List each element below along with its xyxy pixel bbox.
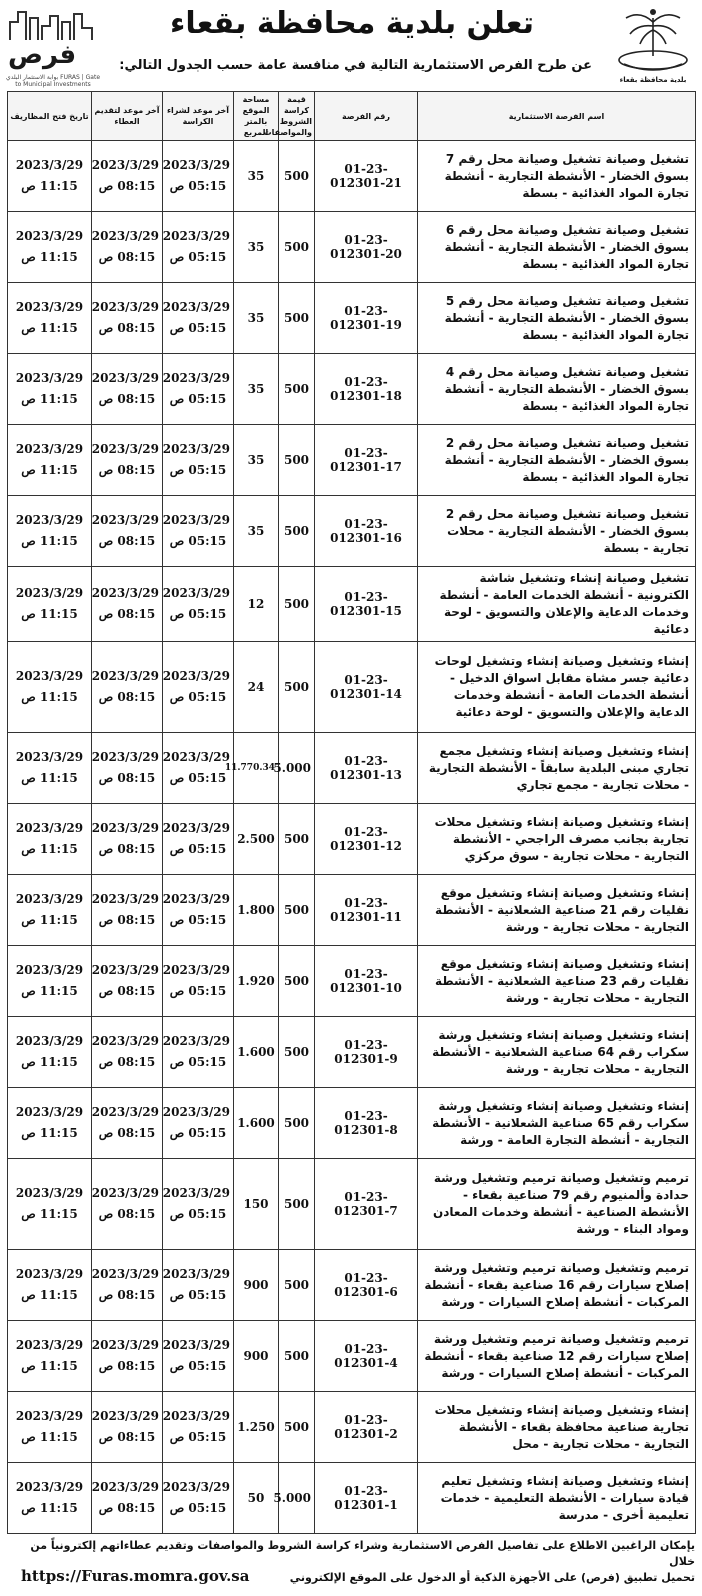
buy-deadline-date: 2023/3/29 (162, 442, 230, 456)
buy-deadline (163, 875, 234, 946)
opening-date (8, 1159, 92, 1250)
header-buy-deadline: آخر موعد لشراء الكراسة (163, 92, 234, 141)
buy-deadline-time: 05:15 ص (169, 534, 227, 548)
buy-deadline (163, 1250, 234, 1321)
submit-deadline (92, 1017, 163, 1088)
submit-deadline-date: 2023/3/29 (91, 750, 159, 764)
buy-deadline-date: 2023/3/29 (162, 892, 230, 906)
opening-date-time: 11:15 ص (21, 690, 78, 704)
submit-deadline (92, 567, 163, 642)
buy-deadline (163, 496, 234, 567)
brochure-value: 500 (279, 1321, 315, 1392)
opening-date-time: 11:15 ص (21, 321, 78, 335)
buy-deadline (163, 1463, 234, 1534)
opening-date (8, 354, 92, 425)
buy-deadline-date: 2023/3/29 (162, 229, 230, 243)
buy-deadline-time: 05:15 ص (169, 1288, 227, 1302)
submit-deadline-time: 08:15 ص (98, 690, 156, 704)
opening-date (8, 1017, 92, 1088)
buy-deadline (163, 141, 234, 212)
submit-deadline (92, 1321, 163, 1392)
submit-deadline-time: 08:15 ص (98, 1359, 156, 1373)
opening-date-time: 11:15 ص (21, 250, 78, 264)
site-area: 1.600 (234, 1088, 279, 1159)
opportunity-name: ترميم وتشغيل وصيانة ترميم وتشغيل ورشة إصلاح سيارات رقم 12 صناعية بقعاء - أنشطة المركبات - أنشطة إصلاح السيارات - ورشة (418, 1321, 696, 1392)
site-area: 1.920 (234, 946, 279, 1017)
site-area: 900 (234, 1321, 279, 1392)
table-row (8, 1088, 696, 1159)
buy-deadline-date: 2023/3/29 (162, 513, 230, 527)
furas-logo-text: فرص (8, 40, 77, 70)
table-row (8, 1017, 696, 1088)
site-area: 35 (234, 283, 279, 354)
opening-date-date: 2023/3/29 (15, 300, 84, 314)
opening-date-date: 2023/3/29 (15, 371, 84, 385)
opening-date-date: 2023/3/29 (15, 1338, 84, 1352)
opening-date-time: 11:15 ص (21, 1430, 78, 1444)
site-area: 12 (234, 567, 279, 642)
submit-deadline (92, 141, 163, 212)
buy-deadline-time: 05:15 ص (169, 1501, 227, 1515)
table-row (8, 733, 696, 804)
submit-deadline-date: 2023/3/29 (91, 229, 159, 243)
buy-deadline-date: 2023/3/29 (162, 750, 230, 764)
opening-date-date: 2023/3/29 (15, 669, 84, 683)
brochure-value: 500 (279, 141, 315, 212)
buy-deadline-date: 2023/3/29 (162, 371, 230, 385)
table-row (8, 1392, 696, 1463)
opening-date-date: 2023/3/29 (15, 229, 84, 243)
buy-deadline (163, 1392, 234, 1463)
opening-date (8, 212, 92, 283)
submit-deadline (92, 1463, 163, 1534)
brochure-value: 500 (279, 354, 315, 425)
opening-date-date: 2023/3/29 (15, 1267, 84, 1281)
brochure-value: 500 (279, 1017, 315, 1088)
opening-date-date: 2023/3/29 (15, 1409, 84, 1423)
opportunity-number: 01-23-012301-13 (315, 733, 418, 804)
opportunity-name: تشغيل وصيانة تشغيل وصيانة محل رقم 6 بسوق الخضار - الأنشطة التجارية - أنشطة تجارة المواد الغذائية - بسطة (418, 212, 696, 283)
submit-deadline (92, 425, 163, 496)
opening-date (8, 496, 92, 567)
opening-date (8, 425, 92, 496)
header (0, 0, 702, 88)
opening-date-time: 11:15 ص (21, 1126, 78, 1140)
buy-deadline (163, 283, 234, 354)
buy-deadline (163, 1321, 234, 1392)
opportunity-name: تشغيل وصيانة تشغيل وصيانة محل رقم 2 بسوق الخضار - الأنشطة التجارية - محلات تجارية - بسطة (418, 496, 696, 567)
table-row (8, 567, 696, 642)
buy-deadline-time: 05:15 ص (169, 179, 227, 193)
submit-deadline-date: 2023/3/29 (91, 1409, 159, 1423)
submit-deadline-date: 2023/3/29 (91, 1338, 159, 1352)
submit-deadline-date: 2023/3/29 (91, 513, 159, 527)
opening-date (8, 1463, 92, 1534)
opening-date-date: 2023/3/29 (15, 513, 84, 527)
municipality-logo-caption: بلدية محافظة بقعاء (619, 76, 687, 84)
opening-date-date: 2023/3/29 (15, 1480, 84, 1494)
opening-date-time: 11:15 ص (21, 179, 78, 193)
furas-logo (4, 4, 101, 88)
brochure-value: 500 (279, 1392, 315, 1463)
submit-deadline-date: 2023/3/29 (91, 669, 159, 683)
buy-deadline-time: 05:15 ص (169, 1055, 227, 1069)
opening-date-time: 11:15 ص (21, 607, 78, 621)
opening-date (8, 642, 92, 733)
opportunity-number: 01-23-012301-21 (315, 141, 418, 212)
table-row (8, 875, 696, 946)
buy-deadline-time: 05:15 ص (169, 913, 227, 927)
buy-deadline-time: 05:15 ص (169, 392, 227, 406)
site-area: 150 (234, 1159, 279, 1250)
buy-deadline (163, 354, 234, 425)
opportunity-name: تشغيل وصيانة تشغيل وصيانة محل رقم 7 بسوق الخضار - الأنشطة التجارية - أنشطة تجارة المواد الغذائية - بسطة (418, 141, 696, 212)
buy-deadline (163, 642, 234, 733)
opening-date-time: 11:15 ص (21, 913, 78, 927)
opportunity-number: 01-23-012301-18 (315, 354, 418, 425)
brochure-value: 500 (279, 1250, 315, 1321)
buy-deadline-date: 2023/3/29 (162, 1186, 230, 1200)
submit-deadline-time: 08:15 ص (98, 984, 156, 998)
opportunity-number: 01-23-012301-11 (315, 875, 418, 946)
opening-date-time: 11:15 ص (21, 463, 78, 477)
opportunity-number: 01-23-012301-6 (315, 1250, 418, 1321)
opening-date-date: 2023/3/29 (15, 892, 84, 906)
opportunity-name: تشغيل وصيانة تشغيل وصيانة محل رقم 2 بسوق الخضار - الأنشطة التجارية - أنشطة تجارة المواد الغذائية - بسطة (418, 425, 696, 496)
submit-deadline-date: 2023/3/29 (91, 1105, 159, 1119)
opening-date (8, 1088, 92, 1159)
header-area: مساحة الموقع بالمتر المربع (234, 92, 279, 141)
buy-deadline (163, 212, 234, 283)
opportunity-number: 01-23-012301-7 (315, 1159, 418, 1250)
opportunity-name: ترميم وتشغيل وصيانة ترميم وتشغيل ورشة إصلاح سيارات رقم 16 صناعية بقعاء - أنشطة المركبات - أنشطة إصلاح السيارات - ورشة (418, 1250, 696, 1321)
header-name: اسم الفرصة الاستثمارية (418, 92, 696, 141)
site-area: 900 (234, 1250, 279, 1321)
opening-date-time: 11:15 ص (21, 1207, 78, 1221)
opportunity-name: إنشاء وتشغيل وصيانة إنشاء وتشغيل مجمع تجاري مبنى البلدية سابقاً - الأنشطة التجارية - محلات تجارية - مجمع تجاري (418, 733, 696, 804)
header-number: رقم الفرصة (315, 92, 418, 141)
page-title: تعلن بلدية محافظة بقعاء (170, 6, 534, 41)
table-row (8, 141, 696, 212)
submit-deadline (92, 733, 163, 804)
submit-deadline-date: 2023/3/29 (91, 963, 159, 977)
submit-deadline (92, 1159, 163, 1250)
brochure-value: 5.000 (279, 733, 315, 804)
site-area: 1.800 (234, 875, 279, 946)
brochure-value: 500 (279, 283, 315, 354)
brochure-value: 500 (279, 567, 315, 642)
buy-deadline-date: 2023/3/29 (162, 821, 230, 835)
submit-deadline-time: 08:15 ص (98, 250, 156, 264)
header-opening-date: تاريخ فتح المظاريف (8, 92, 92, 141)
buy-deadline-date: 2023/3/29 (162, 1409, 230, 1423)
furas-url-link[interactable]: https://Furas.momra.gov.sa (21, 1567, 250, 1585)
submit-deadline-date: 2023/3/29 (91, 158, 159, 172)
table-row (8, 425, 696, 496)
submit-deadline (92, 1250, 163, 1321)
opportunity-number: 01-23-012301-8 (315, 1088, 418, 1159)
site-area: 1.250 (234, 1392, 279, 1463)
site-area: 1.600 (234, 1017, 279, 1088)
buy-deadline-time: 05:15 ص (169, 250, 227, 264)
buy-deadline (163, 425, 234, 496)
site-area: 35 (234, 141, 279, 212)
opportunity-name: إنشاء وتشغيل وصيانة إنشاء وتشغيل موقع نقليات رقم 21 صناعية الشعلانية - الأنشطة التجارية - محلات تجارية - ورشة (418, 875, 696, 946)
opening-date (8, 283, 92, 354)
opportunity-name: إنشاء وتشغيل وصيانة إنشاء وتشغيل لوحات دعائية جسر مشاة مقابل اسواق الدخيل - أنشطة الخدمات العامة - أنشطة وخدمات الدعاية والإعلان والتسويق - لوحة دعائية (418, 642, 696, 733)
buy-deadline-time: 05:15 ص (169, 1126, 227, 1140)
submit-deadline-date: 2023/3/29 (91, 1186, 159, 1200)
submit-deadline-time: 08:15 ص (98, 1430, 156, 1444)
table-header-row (8, 92, 696, 141)
submit-deadline (92, 875, 163, 946)
brochure-value: 500 (279, 496, 315, 567)
opportunity-name: ترميم وتشغيل وصيانة ترميم وتشغيل ورشة حدادة وألمنيوم رقم 79 صناعية بقعاء - الأنشطة الصناعية - أنشطة وخدمات المعادن ومواد البناء - ورشة (418, 1159, 696, 1250)
submit-deadline (92, 283, 163, 354)
footer-line-1: يإمكان الراغبين الاطلاع على تفاصيل الفرص الاستثمارية وشراء كراسة الشروط والمواصفات وتقديم عطاءاتهم إلكترونياً من خلال (30, 1539, 695, 1568)
brochure-value: 500 (279, 1159, 315, 1250)
submit-deadline-time: 08:15 ص (98, 321, 156, 335)
opening-date-date: 2023/3/29 (15, 963, 84, 977)
opportunity-number: 01-23-012301-16 (315, 496, 418, 567)
buy-deadline (163, 567, 234, 642)
buy-deadline-time: 05:15 ص (169, 463, 227, 477)
opportunity-number: 01-23-012301-19 (315, 283, 418, 354)
opening-date-time: 11:15 ص (21, 534, 78, 548)
table-row (8, 804, 696, 875)
buy-deadline-time: 05:15 ص (169, 842, 227, 856)
table-row (8, 354, 696, 425)
footer (7, 1538, 695, 1586)
submit-deadline-time: 08:15 ص (98, 1288, 156, 1302)
submit-deadline-time: 08:15 ص (98, 179, 156, 193)
buy-deadline-date: 2023/3/29 (162, 158, 230, 172)
opening-date-time: 11:15 ص (21, 1359, 78, 1373)
opportunity-number: 01-23-012301-10 (315, 946, 418, 1017)
opening-date-date: 2023/3/29 (15, 586, 84, 600)
site-area: 35 (234, 354, 279, 425)
opportunity-number: 01-23-012301-1 (315, 1463, 418, 1534)
table-row (8, 1250, 696, 1321)
brochure-value: 500 (279, 875, 315, 946)
opening-date-date: 2023/3/29 (15, 750, 84, 764)
submit-deadline-time: 08:15 ص (98, 1207, 156, 1221)
submit-deadline-date: 2023/3/29 (91, 821, 159, 835)
submit-deadline-date: 2023/3/29 (91, 442, 159, 456)
table-row (8, 1463, 696, 1534)
opportunity-number: 01-23-012301-15 (315, 567, 418, 642)
submit-deadline-time: 08:15 ص (98, 1126, 156, 1140)
buy-deadline-date: 2023/3/29 (162, 300, 230, 314)
site-area: 35 (234, 212, 279, 283)
furas-logo-subtext: بوابة الاستثمار البلدي FURAS | Gate to Municipal Investments (6, 74, 101, 88)
opening-date-date: 2023/3/29 (15, 442, 84, 456)
opening-date-date: 2023/3/29 (15, 821, 84, 835)
opening-date-time: 11:15 ص (21, 984, 78, 998)
table-row (8, 283, 696, 354)
submit-deadline-date: 2023/3/29 (91, 1267, 159, 1281)
opportunity-number: 01-23-012301-20 (315, 212, 418, 283)
buy-deadline-time: 05:15 ص (169, 321, 227, 335)
submit-deadline-time: 08:15 ص (98, 771, 156, 785)
opportunity-name: إنشاء وتشغيل وصيانة إنشاء وتشغيل ورشة سكراب رقم 65 صناعية الشعلانية - الأنشطة التجارية - أنشطة التجارة العامة - ورشة (418, 1088, 696, 1159)
table-row (8, 642, 696, 733)
buy-deadline-date: 2023/3/29 (162, 1480, 230, 1494)
opening-date-time: 11:15 ص (21, 771, 78, 785)
opening-date-time: 11:15 ص (21, 1501, 78, 1515)
buy-deadline-date: 2023/3/29 (162, 1338, 230, 1352)
opening-date (8, 1321, 92, 1392)
submit-deadline-time: 08:15 ص (98, 392, 156, 406)
opening-date (8, 733, 92, 804)
site-area: 11.770.34 (234, 733, 279, 804)
footer-line-2: تحميل تطبيق (فرص) على الأجهزة الذكية أو الدخول على الموقع الإلكتروني (289, 1571, 695, 1584)
buy-deadline-time: 05:15 ص (169, 1430, 227, 1444)
site-area: 24 (234, 642, 279, 733)
table-row (8, 496, 696, 567)
brochure-value: 500 (279, 946, 315, 1017)
opportunity-name: إنشاء وتشغيل وصيانة إنشاء وتشغيل موقع نقليات رقم 23 صناعية الشعلانية - الأنشطة التجارية - محلات تجارية - ورشة (418, 946, 696, 1017)
buy-deadline (163, 1159, 234, 1250)
buy-deadline (163, 804, 234, 875)
opening-date-date: 2023/3/29 (15, 1186, 84, 1200)
buy-deadline-date: 2023/3/29 (162, 963, 230, 977)
site-area: 35 (234, 425, 279, 496)
submit-deadline-time: 08:15 ص (98, 1055, 156, 1069)
opportunity-name: تشغيل وصيانة تشغيل وصيانة محل رقم 4 بسوق الخضار - الأنشطة التجارية - أنشطة تجارة المواد الغذائية - بسطة (418, 354, 696, 425)
submit-deadline-date: 2023/3/29 (91, 892, 159, 906)
buy-deadline-date: 2023/3/29 (162, 1267, 230, 1281)
opening-date-time: 11:15 ص (21, 1055, 78, 1069)
municipality-logo (610, 4, 696, 88)
submit-deadline-time: 08:15 ص (98, 1501, 156, 1515)
opportunity-number: 01-23-012301-14 (315, 642, 418, 733)
table-row (8, 212, 696, 283)
opportunity-number: 01-23-012301-9 (315, 1017, 418, 1088)
brochure-value: 500 (279, 804, 315, 875)
brochure-value: 5.000 (279, 1463, 315, 1534)
submit-deadline-date: 2023/3/29 (91, 1480, 159, 1494)
buy-deadline (163, 1088, 234, 1159)
opening-date (8, 141, 92, 212)
city-skyline-icon (4, 4, 100, 44)
page-subtitle: عن طرح الفرص الاستثمارية التالية في منافسة عامة حسب الجدول التالي: (119, 58, 592, 73)
opening-date (8, 804, 92, 875)
table-row (8, 1159, 696, 1250)
opening-date (8, 1392, 92, 1463)
buy-deadline-date: 2023/3/29 (162, 669, 230, 683)
submit-deadline-date: 2023/3/29 (91, 586, 159, 600)
table-row (8, 1321, 696, 1392)
opening-date-time: 11:15 ص (21, 392, 78, 406)
opportunity-name: إنشاء وتشغيل وصيانة إنشاء وتشغيل محلات تجارية بجانب مصرف الراجحي - الأنشطة التجارية - محلات تجارية - سوق مركزي (418, 804, 696, 875)
submit-deadline-date: 2023/3/29 (91, 1034, 159, 1048)
submit-deadline (92, 642, 163, 733)
opening-date-time: 11:15 ص (21, 842, 78, 856)
header-value: قيمة كراسة الشروط والمواصفات (279, 92, 315, 141)
opening-date (8, 1250, 92, 1321)
submit-deadline (92, 804, 163, 875)
buy-deadline (163, 946, 234, 1017)
submit-deadline-time: 08:15 ص (98, 842, 156, 856)
submit-deadline (92, 946, 163, 1017)
site-area: 35 (234, 496, 279, 567)
submit-deadline (92, 354, 163, 425)
submit-deadline (92, 212, 163, 283)
buy-deadline-time: 05:15 ص (169, 771, 227, 785)
opportunity-name: إنشاء وتشغيل وصيانة إنشاء وتشغيل ورشة سكراب رقم 64 صناعية الشعلانية - الأنشطة التجارية - محلات تجارية - ورشة (418, 1017, 696, 1088)
buy-deadline-time: 05:15 ص (169, 690, 227, 704)
opening-date (8, 946, 92, 1017)
table-row (8, 946, 696, 1017)
buy-deadline-date: 2023/3/29 (162, 1105, 230, 1119)
buy-deadline-date: 2023/3/29 (162, 586, 230, 600)
submit-deadline-date: 2023/3/29 (91, 300, 159, 314)
brochure-value: 500 (279, 212, 315, 283)
opportunity-number: 01-23-012301-17 (315, 425, 418, 496)
submit-deadline-time: 08:15 ص (98, 913, 156, 927)
opening-date (8, 567, 92, 642)
submit-deadline (92, 1088, 163, 1159)
opportunities-table (7, 91, 695, 1534)
opportunity-number: 01-23-012301-12 (315, 804, 418, 875)
opportunity-number: 01-23-012301-4 (315, 1321, 418, 1392)
brochure-value: 500 (279, 425, 315, 496)
opening-date-time: 11:15 ص (21, 1288, 78, 1302)
header-submit-deadline: آخر موعد لتقديم العطاء (92, 92, 163, 141)
submit-deadline-date: 2023/3/29 (91, 371, 159, 385)
opportunity-number: 01-23-012301-2 (315, 1392, 418, 1463)
brochure-value: 500 (279, 1088, 315, 1159)
opening-date-date: 2023/3/29 (15, 1105, 84, 1119)
opportunity-name: تشغيل وصيانة إنشاء وتشغيل شاشة الكترونية - أنشطة الخدمات العامة - أنشطة وخدمات الدعاية والإعلان والتسويق - لوحة دعائية (418, 567, 696, 642)
buy-deadline-time: 05:15 ص (169, 1207, 227, 1221)
opportunity-name: إنشاء وتشغيل وصيانة إنشاء وتشغيل محلات تجارية صناعية محافظة بقعاء - الأنشطة التجارية - محلات تجارية - محل (418, 1392, 696, 1463)
site-area: 2.500 (234, 804, 279, 875)
brochure-value: 500 (279, 642, 315, 733)
buy-deadline-time: 05:15 ص (169, 1359, 227, 1373)
opportunity-name: تشغيل وصيانة تشغيل وصيانة محل رقم 5 بسوق الخضار - الأنشطة التجارية - أنشطة تجارة المواد الغذائية - بسطة (418, 283, 696, 354)
buy-deadline (163, 733, 234, 804)
site-area: 50 (234, 1463, 279, 1534)
buy-deadline-time: 05:15 ص (169, 607, 227, 621)
submit-deadline (92, 496, 163, 567)
buy-deadline (163, 1017, 234, 1088)
table-body (8, 141, 696, 1534)
submit-deadline-time: 08:15 ص (98, 607, 156, 621)
buy-deadline-date: 2023/3/29 (162, 1034, 230, 1048)
submit-deadline-time: 08:15 ص (98, 534, 156, 548)
opening-date-date: 2023/3/29 (15, 158, 84, 172)
opening-date (8, 875, 92, 946)
submit-deadline-time: 08:15 ص (98, 463, 156, 477)
opportunity-name: إنشاء وتشغيل وصيانة إنشاء وتشغيل تعليم قيادة سيارات - الأنشطة التعليمية - خدمات تعليمية أخرى - مدرسة (418, 1463, 696, 1534)
opening-date-date: 2023/3/29 (15, 1034, 84, 1048)
submit-deadline (92, 1392, 163, 1463)
palm-tree-emblem-icon (610, 4, 696, 78)
buy-deadline-time: 05:15 ص (169, 984, 227, 998)
